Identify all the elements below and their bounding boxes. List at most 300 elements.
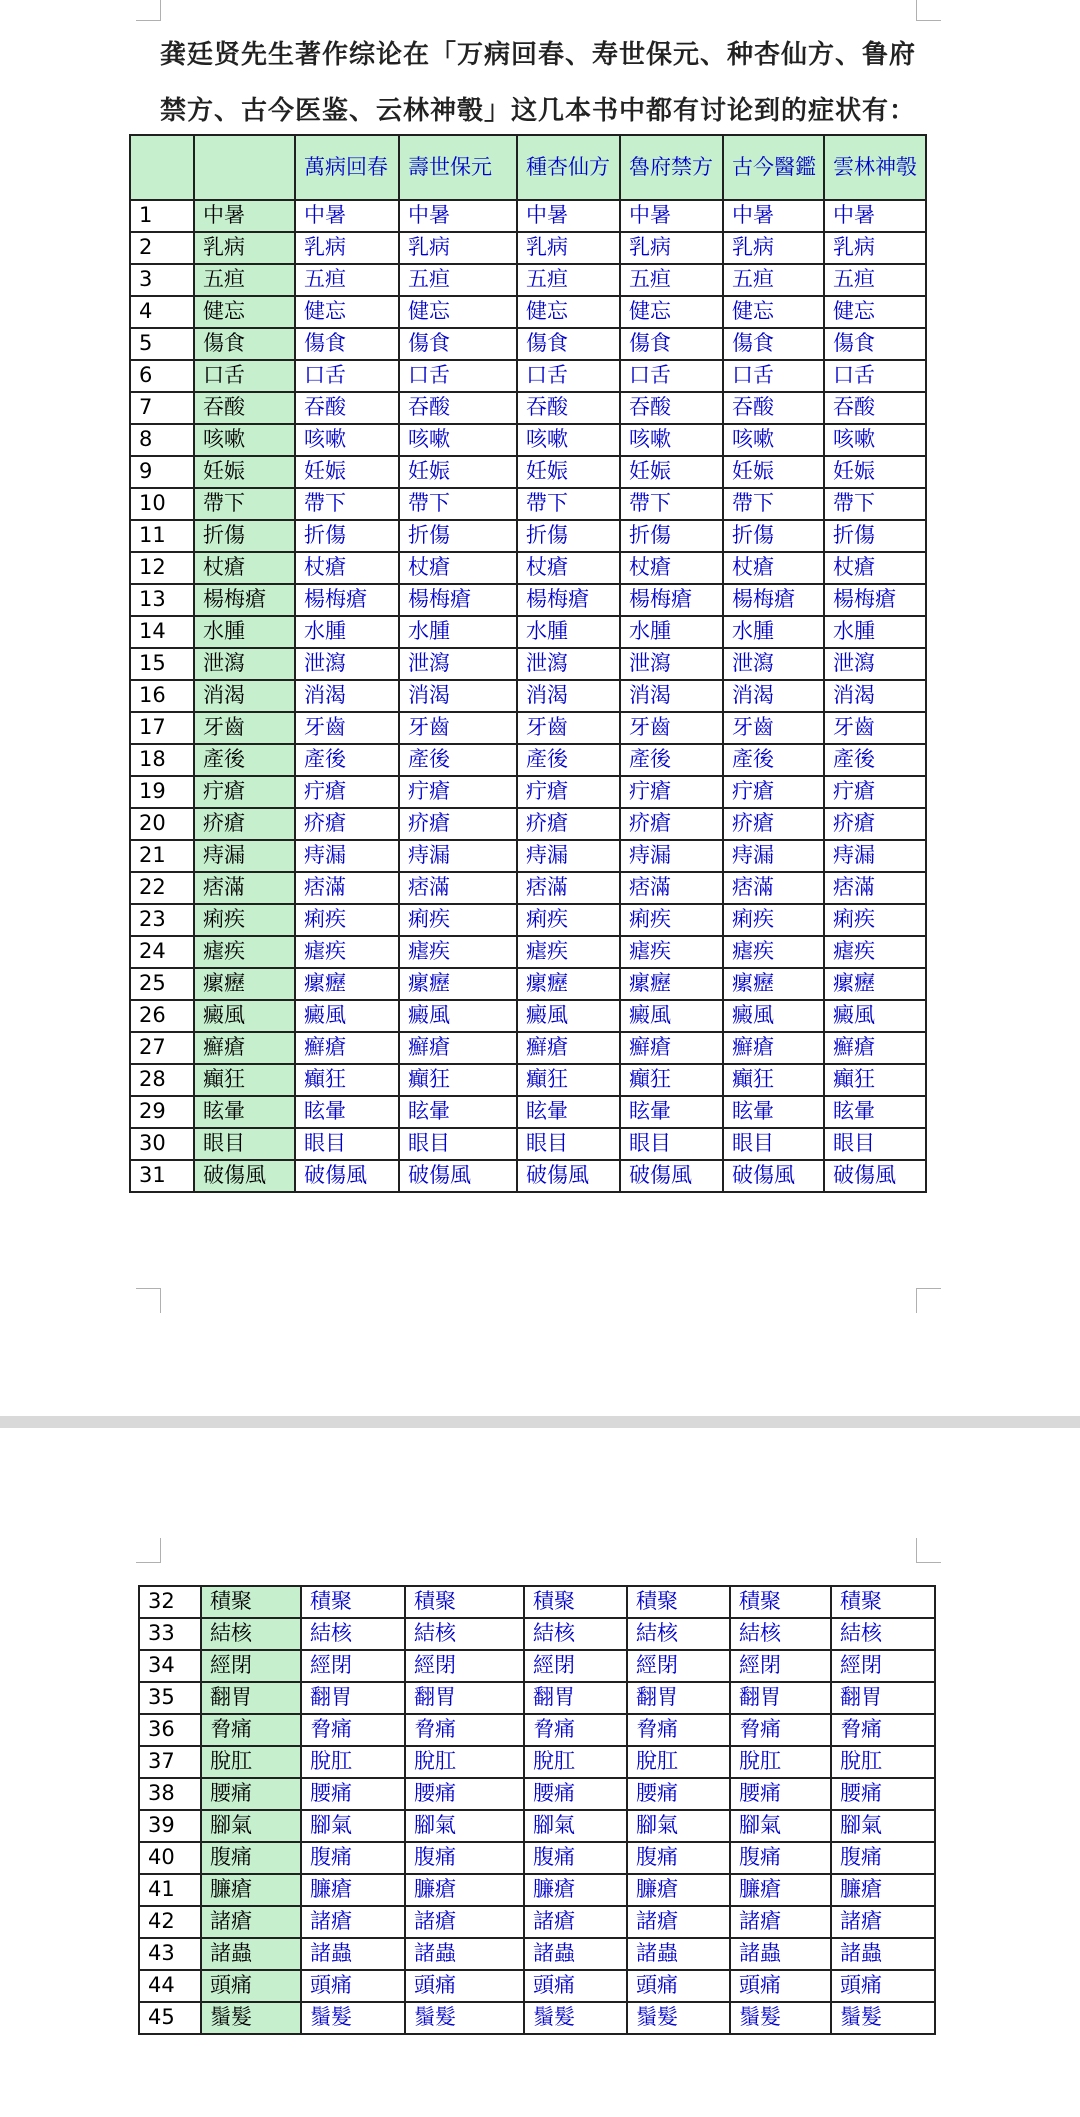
symptom-cell: 癜風	[824, 1000, 926, 1032]
symptom-cell: 吞酸	[620, 392, 723, 424]
symptom-cell: 健忘	[295, 296, 399, 328]
symptom-cell: 眩暈	[620, 1096, 723, 1128]
symptom-cell: 泄瀉	[399, 648, 517, 680]
symptom-cell: 吞酸	[399, 392, 517, 424]
symptom-name: 楊梅瘡	[194, 584, 295, 616]
symptom-cell: 經閉	[831, 1650, 935, 1682]
symptom-cell: 癬瘡	[620, 1032, 723, 1064]
symptom-cell: 消渴	[620, 680, 723, 712]
table-row	[130, 264, 926, 296]
symptom-cell: 妊娠	[295, 456, 399, 488]
symptom-cell: 積聚	[524, 1586, 627, 1618]
symptom-name: 積聚	[201, 1586, 301, 1618]
symptom-cell: 妊娠	[399, 456, 517, 488]
symptom-name: 諸瘡	[201, 1906, 301, 1938]
symptom-cell: 腳氣	[301, 1810, 405, 1842]
symptom-cell: 楊梅瘡	[517, 584, 620, 616]
symptom-cell: 諸瘡	[405, 1906, 524, 1938]
symptom-cell: 口舌	[824, 360, 926, 392]
row-number: 27	[130, 1032, 194, 1064]
symptom-cell: 臁瘡	[730, 1874, 831, 1906]
symptom-cell: 中暑	[620, 200, 723, 232]
symptom-cell: 折傷	[620, 520, 723, 552]
page-corner-mark	[916, 1288, 941, 1313]
symptom-name: 脅痛	[201, 1714, 301, 1746]
page-corner-mark	[916, 0, 941, 21]
symptom-name: 泄瀉	[194, 648, 295, 680]
symptom-cell: 瘧疾	[824, 936, 926, 968]
symptom-cell: 癲狂	[295, 1064, 399, 1096]
symptom-cell: 破傷風	[824, 1160, 926, 1192]
symptom-name: 痔漏	[194, 840, 295, 872]
page-corner-mark	[916, 1538, 941, 1563]
symptom-cell: 眼目	[295, 1128, 399, 1160]
symptom-cell: 臁瘡	[524, 1874, 627, 1906]
symptom-cell: 咳嗽	[620, 424, 723, 456]
symptom-cell: 經閉	[405, 1650, 524, 1682]
symptom-cell: 眩暈	[723, 1096, 824, 1128]
symptom-cell: 疥瘡	[723, 808, 824, 840]
symptom-name: 疔瘡	[194, 776, 295, 808]
symptom-cell: 楊梅瘡	[620, 584, 723, 616]
symptom-name: 眼目	[194, 1128, 295, 1160]
symptom-cell: 疔瘡	[824, 776, 926, 808]
symptom-cell: 妊娠	[620, 456, 723, 488]
symptom-cell: 傷食	[517, 328, 620, 360]
table-row	[130, 488, 926, 520]
symptom-cell: 脅痛	[301, 1714, 405, 1746]
symptom-cell: 諸瘡	[627, 1906, 730, 1938]
symptom-cell: 五疸	[620, 264, 723, 296]
symptom-name: 眩暈	[194, 1096, 295, 1128]
symptom-cell: 杖瘡	[723, 552, 824, 584]
table-row	[130, 648, 926, 680]
symptom-cell: 瘰癧	[517, 968, 620, 1000]
symptom-cell: 乳病	[723, 232, 824, 264]
symptom-name: 瘧疾	[194, 936, 295, 968]
symptom-cell: 破傷風	[723, 1160, 824, 1192]
symptom-cell: 折傷	[517, 520, 620, 552]
symptom-cell: 杖瘡	[517, 552, 620, 584]
symptom-cell: 癲狂	[723, 1064, 824, 1096]
symptom-cell: 痞滿	[295, 872, 399, 904]
page-corner-mark	[136, 1538, 161, 1563]
symptom-cell: 諸蟲	[524, 1938, 627, 1970]
symptom-cell: 翻胃	[405, 1682, 524, 1714]
symptom-name: 五疸	[194, 264, 295, 296]
symptom-cell: 癜風	[723, 1000, 824, 1032]
symptom-cell: 腹痛	[524, 1842, 627, 1874]
symptom-cell: 泄瀉	[723, 648, 824, 680]
symptom-cell: 疔瘡	[517, 776, 620, 808]
row-number: 15	[130, 648, 194, 680]
symptom-name: 中暑	[194, 200, 295, 232]
table-row	[130, 840, 926, 872]
symptom-cell: 鬚髮	[831, 2002, 935, 2034]
symptom-cell: 癬瘡	[723, 1032, 824, 1064]
symptom-cell: 腹痛	[405, 1842, 524, 1874]
symptom-name: 癜風	[194, 1000, 295, 1032]
symptom-cell: 中暑	[824, 200, 926, 232]
symptom-cell: 癲狂	[517, 1064, 620, 1096]
symptom-cell: 脫肛	[730, 1746, 831, 1778]
symptom-cell: 消渴	[517, 680, 620, 712]
symptom-cell: 結核	[730, 1618, 831, 1650]
symptom-cell: 消渴	[824, 680, 926, 712]
symptom-name: 臁瘡	[201, 1874, 301, 1906]
symptom-name: 腹痛	[201, 1842, 301, 1874]
symptom-cell: 折傷	[295, 520, 399, 552]
symptom-cell: 腰痛	[730, 1778, 831, 1810]
symptom-cell: 脫肛	[405, 1746, 524, 1778]
symptom-cell: 翻胃	[831, 1682, 935, 1714]
symptom-cell: 眩暈	[399, 1096, 517, 1128]
symptom-cell: 帶下	[295, 488, 399, 520]
symptom-cell: 吞酸	[723, 392, 824, 424]
symptom-cell: 頭痛	[524, 1970, 627, 2002]
symptom-cell: 疥瘡	[620, 808, 723, 840]
symptom-cell: 吞酸	[295, 392, 399, 424]
symptom-cell: 積聚	[301, 1586, 405, 1618]
header-cell-book: 萬病回春	[295, 135, 399, 200]
symptom-cell: 杖瘡	[295, 552, 399, 584]
symptom-cell: 痞滿	[399, 872, 517, 904]
header-cell-book: 魯府禁方	[620, 135, 723, 200]
symptom-cell: 癜風	[517, 1000, 620, 1032]
symptom-cell: 楊梅瘡	[723, 584, 824, 616]
symptom-cell: 疔瘡	[620, 776, 723, 808]
table-row	[130, 968, 926, 1000]
symptom-cell: 結核	[831, 1618, 935, 1650]
symptom-name: 妊娠	[194, 456, 295, 488]
symptom-name: 癲狂	[194, 1064, 295, 1096]
symptom-cell: 痢疾	[620, 904, 723, 936]
symptom-name: 杖瘡	[194, 552, 295, 584]
page-corner-mark	[136, 0, 161, 21]
symptom-cell: 腳氣	[405, 1810, 524, 1842]
row-number: 28	[130, 1064, 194, 1096]
symptom-cell: 瘰癧	[824, 968, 926, 1000]
row-number: 20	[130, 808, 194, 840]
table-row	[130, 520, 926, 552]
symptom-cell: 傷食	[399, 328, 517, 360]
table-row	[139, 1746, 935, 1778]
symptom-cell: 癬瘡	[517, 1032, 620, 1064]
symptom-cell: 傷食	[620, 328, 723, 360]
symptom-cell: 傷食	[723, 328, 824, 360]
symptom-cell: 脅痛	[730, 1714, 831, 1746]
table-row	[130, 1064, 926, 1096]
symptom-cell: 脅痛	[831, 1714, 935, 1746]
table-row	[139, 2002, 935, 2034]
symptom-cell: 結核	[301, 1618, 405, 1650]
symptom-cell: 痞滿	[620, 872, 723, 904]
header-cell-blank	[194, 135, 295, 200]
symptom-cell: 痞滿	[517, 872, 620, 904]
symptom-cell: 水腫	[295, 616, 399, 648]
table-row	[130, 712, 926, 744]
symptom-cell: 積聚	[831, 1586, 935, 1618]
symptom-cell: 諸瘡	[730, 1906, 831, 1938]
row-number: 9	[130, 456, 194, 488]
symptom-cell: 健忘	[620, 296, 723, 328]
symptom-cell: 痔漏	[295, 840, 399, 872]
symptom-name: 頭痛	[201, 1970, 301, 2002]
symptom-cell: 鬚髮	[405, 2002, 524, 2034]
symptom-cell: 癬瘡	[399, 1032, 517, 1064]
symptom-cell: 脅痛	[405, 1714, 524, 1746]
symptom-cell: 鬚髮	[627, 2002, 730, 2034]
symptom-cell: 經閉	[524, 1650, 627, 1682]
row-number: 36	[139, 1714, 201, 1746]
row-number: 7	[130, 392, 194, 424]
table-row	[139, 1874, 935, 1906]
row-number: 5	[130, 328, 194, 360]
row-number: 6	[130, 360, 194, 392]
table-row	[130, 200, 926, 232]
row-number: 1	[130, 200, 194, 232]
symptom-cell: 腳氣	[524, 1810, 627, 1842]
table-row	[130, 936, 926, 968]
symptom-cell: 牙齒	[824, 712, 926, 744]
symptom-name: 傷食	[194, 328, 295, 360]
symptom-cell: 吞酸	[824, 392, 926, 424]
table-row	[130, 776, 926, 808]
row-number: 37	[139, 1746, 201, 1778]
symptom-cell: 腳氣	[730, 1810, 831, 1842]
row-number: 29	[130, 1096, 194, 1128]
symptom-cell: 楊梅瘡	[399, 584, 517, 616]
symptom-cell: 痢疾	[295, 904, 399, 936]
table-row	[130, 296, 926, 328]
table-row	[130, 680, 926, 712]
symptom-cell: 脅痛	[627, 1714, 730, 1746]
page-corner-mark	[136, 1288, 161, 1313]
symptom-cell: 癜風	[620, 1000, 723, 1032]
symptom-cell: 口舌	[399, 360, 517, 392]
row-number: 4	[130, 296, 194, 328]
symptom-cell: 瘰癧	[620, 968, 723, 1000]
symptom-cell: 臁瘡	[627, 1874, 730, 1906]
symptom-cell: 杖瘡	[620, 552, 723, 584]
intro-heading-line-1: 龚廷贤先生著作综论在「万病回春、寿世保元、种杏仙方、鲁府	[160, 40, 917, 70]
row-number: 42	[139, 1906, 201, 1938]
symptom-cell: 頭痛	[405, 1970, 524, 2002]
symptom-cell: 傷食	[824, 328, 926, 360]
symptom-name: 乳病	[194, 232, 295, 264]
symptom-cell: 眼目	[824, 1128, 926, 1160]
symptom-cell: 楊梅瘡	[295, 584, 399, 616]
symptom-name: 產後	[194, 744, 295, 776]
row-number: 2	[130, 232, 194, 264]
symptom-cell: 折傷	[824, 520, 926, 552]
symptom-cell: 水腫	[824, 616, 926, 648]
symptom-cell: 產後	[620, 744, 723, 776]
symptom-cell: 五疸	[295, 264, 399, 296]
symptom-cell: 中暑	[399, 200, 517, 232]
symptom-cell: 口舌	[620, 360, 723, 392]
symptom-cell: 健忘	[517, 296, 620, 328]
row-number: 32	[139, 1586, 201, 1618]
symptom-cell: 翻胃	[301, 1682, 405, 1714]
symptom-name: 牙齒	[194, 712, 295, 744]
symptom-cell: 瘧疾	[295, 936, 399, 968]
row-number: 40	[139, 1842, 201, 1874]
symptom-name: 口舌	[194, 360, 295, 392]
symptom-cell: 經閉	[627, 1650, 730, 1682]
row-number: 41	[139, 1874, 201, 1906]
symptom-cell: 吞酸	[517, 392, 620, 424]
symptom-cell: 瘰癧	[399, 968, 517, 1000]
symptom-cell: 折傷	[723, 520, 824, 552]
symptom-cell: 傷食	[295, 328, 399, 360]
symptom-cell: 泄瀉	[824, 648, 926, 680]
symptom-cell: 帶下	[517, 488, 620, 520]
symptom-name: 翻胃	[201, 1682, 301, 1714]
table-row	[130, 1096, 926, 1128]
symptom-cell: 腹痛	[831, 1842, 935, 1874]
row-number: 16	[130, 680, 194, 712]
symptom-cell: 乳病	[824, 232, 926, 264]
symptom-cell: 痔漏	[723, 840, 824, 872]
symptom-cell: 牙齒	[620, 712, 723, 744]
table-row	[130, 1160, 926, 1192]
symptom-cell: 結核	[627, 1618, 730, 1650]
symptom-cell: 咳嗽	[295, 424, 399, 456]
symptom-cell: 腳氣	[831, 1810, 935, 1842]
symptom-cell: 眼目	[399, 1128, 517, 1160]
symptom-cell: 產後	[295, 744, 399, 776]
symptom-cell: 牙齒	[517, 712, 620, 744]
table-row	[130, 616, 926, 648]
symptom-cell: 疥瘡	[295, 808, 399, 840]
table-row	[139, 1906, 935, 1938]
symptom-cell: 眼目	[517, 1128, 620, 1160]
symptom-cell: 泄瀉	[517, 648, 620, 680]
symptom-cell: 中暑	[723, 200, 824, 232]
row-number: 45	[139, 2002, 201, 2034]
symptom-cell: 諸蟲	[627, 1938, 730, 1970]
intro-heading-line-2: 禁方、古今医鉴、云林神彀」这几本书中都有讨论到的症状有：	[160, 96, 917, 126]
table-row	[130, 360, 926, 392]
header-cell-book: 雲林神彀	[824, 135, 926, 200]
symptom-cell: 經閉	[301, 1650, 405, 1682]
table-row	[130, 1128, 926, 1160]
symptom-cell: 積聚	[730, 1586, 831, 1618]
table-row	[139, 1650, 935, 1682]
symptom-cell: 癜風	[399, 1000, 517, 1032]
symptom-cell: 腰痛	[405, 1778, 524, 1810]
symptom-cell: 翻胃	[524, 1682, 627, 1714]
symptom-cell: 乳病	[517, 232, 620, 264]
symptom-cell: 產後	[824, 744, 926, 776]
row-number: 30	[130, 1128, 194, 1160]
symptom-cell: 眩暈	[824, 1096, 926, 1128]
table-row	[139, 1970, 935, 2002]
symptom-cell: 帶下	[399, 488, 517, 520]
symptom-cell: 痞滿	[723, 872, 824, 904]
symptom-cell: 脫肛	[627, 1746, 730, 1778]
symptom-cell: 痔漏	[824, 840, 926, 872]
symptom-cell: 結核	[405, 1618, 524, 1650]
table-row	[139, 1810, 935, 1842]
symptom-cell: 乳病	[399, 232, 517, 264]
symptom-name: 吞酸	[194, 392, 295, 424]
symptom-cell: 痞滿	[824, 872, 926, 904]
symptom-cell: 癬瘡	[824, 1032, 926, 1064]
symptom-name: 痞滿	[194, 872, 295, 904]
symptom-cell: 痢疾	[517, 904, 620, 936]
symptom-cell: 疔瘡	[723, 776, 824, 808]
symptom-cell: 翻胃	[730, 1682, 831, 1714]
table-row	[130, 552, 926, 584]
header-cell-book: 種杏仙方	[517, 135, 620, 200]
symptom-name: 脫肛	[201, 1746, 301, 1778]
symptom-cell: 帶下	[723, 488, 824, 520]
symptom-cell: 腰痛	[627, 1778, 730, 1810]
table-row	[139, 1714, 935, 1746]
symptom-cell: 頭痛	[627, 1970, 730, 2002]
symptom-cell: 妊娠	[723, 456, 824, 488]
symptom-cell: 口舌	[295, 360, 399, 392]
symptom-cell: 瘧疾	[517, 936, 620, 968]
symptom-cell: 五疸	[399, 264, 517, 296]
row-number: 18	[130, 744, 194, 776]
row-number: 11	[130, 520, 194, 552]
symptom-cell: 諸瘡	[301, 1906, 405, 1938]
symptom-cell: 杖瘡	[824, 552, 926, 584]
symptom-cell: 健忘	[824, 296, 926, 328]
row-number: 22	[130, 872, 194, 904]
symptom-cell: 產後	[399, 744, 517, 776]
symptom-cell: 楊梅瘡	[824, 584, 926, 616]
symptom-cell: 癲狂	[824, 1064, 926, 1096]
table-row	[139, 1778, 935, 1810]
symptom-cell: 腹痛	[301, 1842, 405, 1874]
row-number: 3	[130, 264, 194, 296]
symptom-name: 破傷風	[194, 1160, 295, 1192]
symptom-table	[129, 134, 927, 1193]
symptom-cell: 脫肛	[524, 1746, 627, 1778]
table-row	[130, 904, 926, 936]
row-number: 31	[130, 1160, 194, 1192]
symptom-cell: 帶下	[824, 488, 926, 520]
header-cell-book: 壽世保元	[399, 135, 517, 200]
symptom-cell: 咳嗽	[517, 424, 620, 456]
symptom-cell: 臁瘡	[301, 1874, 405, 1906]
symptom-cell: 痔漏	[399, 840, 517, 872]
symptom-name: 水腫	[194, 616, 295, 648]
symptom-cell: 癲狂	[620, 1064, 723, 1096]
symptom-cell: 折傷	[399, 520, 517, 552]
symptom-cell: 疔瘡	[295, 776, 399, 808]
symptom-name: 疥瘡	[194, 808, 295, 840]
symptom-name: 瘰癧	[194, 968, 295, 1000]
symptom-name: 折傷	[194, 520, 295, 552]
symptom-cell: 脫肛	[831, 1746, 935, 1778]
symptom-cell: 鬚髮	[301, 2002, 405, 2034]
table-row	[139, 1618, 935, 1650]
symptom-name: 消渴	[194, 680, 295, 712]
symptom-name: 鬚髮	[201, 2002, 301, 2034]
header-cell-blank	[130, 135, 194, 200]
table-row	[139, 1938, 935, 1970]
symptom-cell: 咳嗽	[723, 424, 824, 456]
symptom-cell: 癲狂	[399, 1064, 517, 1096]
row-number: 39	[139, 1810, 201, 1842]
symptom-cell: 疔瘡	[399, 776, 517, 808]
symptom-cell: 破傷風	[620, 1160, 723, 1192]
